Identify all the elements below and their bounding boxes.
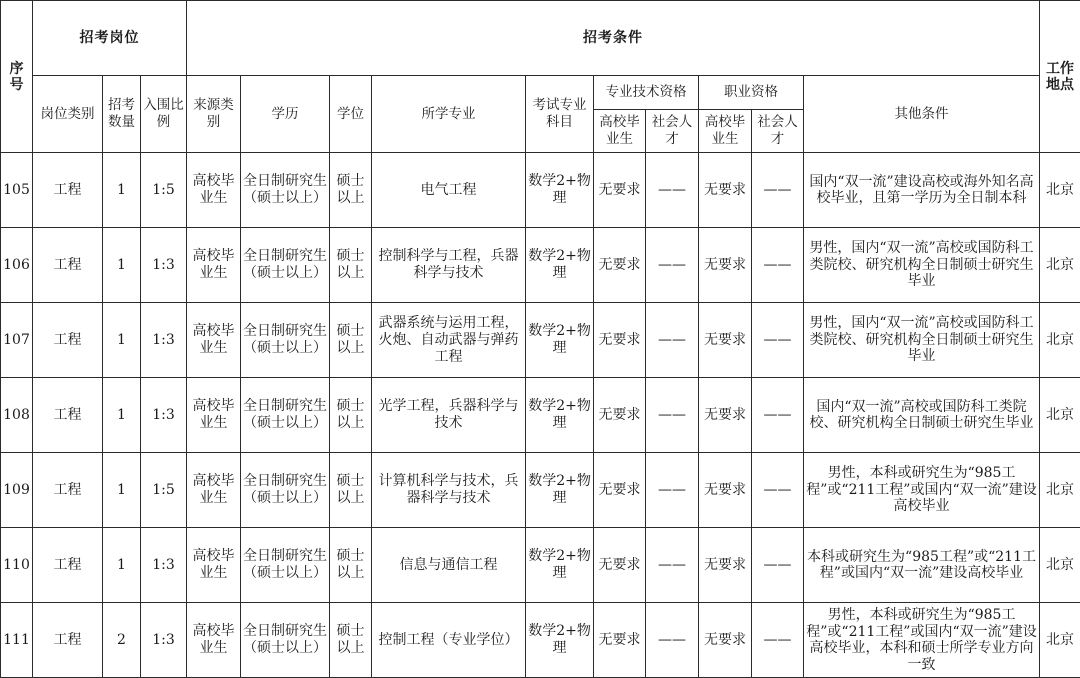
cell-source: 高校毕业生 — [187, 303, 241, 378]
cell-seq: 109 — [1, 453, 33, 528]
cell-major: 控制科学与工程，兵器科学与技术 — [372, 228, 526, 303]
header-exam-subject: 考试专业科目 — [526, 76, 594, 153]
cell-location: 北京 — [1040, 378, 1080, 453]
cell-degree: 硕士以上 — [330, 603, 372, 678]
cell-ratio: 1:5 — [141, 153, 187, 228]
cell-degree: 硕士以上 — [330, 378, 372, 453]
cell-tech-social: —— — [646, 378, 699, 453]
cell-other: 男性，国内“双一流”高校或国防科工类院校、研究机构全日制硕士研究生毕业 — [804, 228, 1040, 303]
cell-education: 全日制研究生（硕士以上） — [241, 303, 330, 378]
cell-subject: 数学2+物理 — [526, 378, 594, 453]
cell-education: 全日制研究生（硕士以上） — [241, 228, 330, 303]
cell-vocational-social: —— — [752, 603, 804, 678]
cell-major: 信息与通信工程 — [372, 528, 526, 603]
header-post-type: 岗位类别 — [33, 76, 103, 153]
cell-type: 工程 — [33, 228, 103, 303]
header-tech-graduate: 高校毕业生 — [594, 110, 646, 153]
cell-tech-graduate: 无要求 — [594, 378, 646, 453]
header-education: 学历 — [241, 76, 330, 153]
cell-count: 1 — [103, 528, 141, 603]
cell-tech-graduate: 无要求 — [594, 228, 646, 303]
cell-seq: 106 — [1, 228, 33, 303]
cell-tech-graduate: 无要求 — [594, 453, 646, 528]
cell-vocational-social: —— — [752, 153, 804, 228]
cell-ratio: 1:3 — [141, 528, 187, 603]
cell-vocational-graduate: 无要求 — [699, 303, 752, 378]
cell-ratio: 1:3 — [141, 303, 187, 378]
header-ratio: 入围比例 — [141, 76, 187, 153]
header-conditions-group: 招考条件 — [187, 1, 1040, 76]
cell-count: 1 — [103, 453, 141, 528]
cell-other: 男性，国内“双一流”高校或国防科工类院校、研究机构全日制硕士研究生毕业 — [804, 303, 1040, 378]
cell-other: 男性，本科或研究生为“985工程”或“211工程”或国内“双一流”建设高校毕业 — [804, 453, 1040, 528]
cell-subject: 数学2+物理 — [526, 603, 594, 678]
cell-type: 工程 — [33, 303, 103, 378]
cell-count: 1 — [103, 228, 141, 303]
cell-subject: 数学2+物理 — [526, 153, 594, 228]
cell-source: 高校毕业生 — [187, 378, 241, 453]
cell-tech-graduate: 无要求 — [594, 303, 646, 378]
cell-subject: 数学2+物理 — [526, 303, 594, 378]
cell-vocational-graduate: 无要求 — [699, 603, 752, 678]
header-source: 来源类别 — [187, 76, 241, 153]
cell-location: 北京 — [1040, 453, 1080, 528]
table-row — [1, 303, 1080, 378]
cell-location: 北京 — [1040, 303, 1080, 378]
table-row — [1, 153, 1080, 228]
cell-vocational-graduate: 无要求 — [699, 228, 752, 303]
cell-seq: 111 — [1, 603, 33, 678]
cell-major: 控制工程（专业学位） — [372, 603, 526, 678]
header-tech-qualification: 专业技术资格 — [594, 76, 699, 110]
cell-tech-social: —— — [646, 303, 699, 378]
cell-source: 高校毕业生 — [187, 153, 241, 228]
header-degree: 学位 — [330, 76, 372, 153]
header-vocational-qualification: 职业资格 — [699, 76, 804, 110]
cell-other: 国内“双一流”高校或国防科工类院校、研究机构全日制硕士研究生毕业 — [804, 378, 1040, 453]
cell-location: 北京 — [1040, 228, 1080, 303]
cell-type: 工程 — [33, 378, 103, 453]
cell-degree: 硕士以上 — [330, 453, 372, 528]
cell-education: 全日制研究生（硕士以上） — [241, 378, 330, 453]
table-row — [1, 228, 1080, 303]
cell-degree: 硕士以上 — [330, 528, 372, 603]
cell-vocational-graduate: 无要求 — [699, 453, 752, 528]
header-vocational-social: 社会人才 — [752, 110, 804, 153]
cell-location: 北京 — [1040, 603, 1080, 678]
cell-major: 光学工程，兵器科学与技术 — [372, 378, 526, 453]
cell-subject: 数学2+物理 — [526, 453, 594, 528]
cell-type: 工程 — [33, 453, 103, 528]
cell-type: 工程 — [33, 603, 103, 678]
table-row — [1, 378, 1080, 453]
header-position-group: 招考岗位 — [33, 1, 187, 76]
cell-major: 计算机科学与技术，兵器科学与技术 — [372, 453, 526, 528]
cell-degree: 硕士以上 — [330, 303, 372, 378]
cell-seq: 105 — [1, 153, 33, 228]
cell-vocational-social: —— — [752, 528, 804, 603]
cell-tech-social: —— — [646, 228, 699, 303]
header-location: 工作地点 — [1040, 1, 1080, 153]
cell-tech-social: —— — [646, 153, 699, 228]
cell-seq: 108 — [1, 378, 33, 453]
cell-count: 1 — [103, 378, 141, 453]
cell-source: 高校毕业生 — [187, 603, 241, 678]
cell-subject: 数学2+物理 — [526, 528, 594, 603]
cell-other: 男性，本科或研究生为“985工程”或“211工程”或国内“双一流”建设高校毕业，本科和硕士所学专业方向一致 — [804, 603, 1040, 678]
cell-major: 电气工程 — [372, 153, 526, 228]
cell-count: 1 — [103, 153, 141, 228]
cell-tech-social: —— — [646, 453, 699, 528]
cell-education: 全日制研究生（硕士以上） — [241, 453, 330, 528]
cell-vocational-graduate: 无要求 — [699, 528, 752, 603]
cell-ratio: 1:3 — [141, 603, 187, 678]
cell-tech-graduate: 无要求 — [594, 153, 646, 228]
cell-seq: 107 — [1, 303, 33, 378]
cell-location: 北京 — [1040, 528, 1080, 603]
cell-count: 1 — [103, 303, 141, 378]
table-row — [1, 528, 1080, 603]
cell-tech-social: —— — [646, 603, 699, 678]
cell-vocational-graduate: 无要求 — [699, 378, 752, 453]
cell-degree: 硕士以上 — [330, 153, 372, 228]
header-major: 所学专业 — [372, 76, 526, 153]
cell-source: 高校毕业生 — [187, 453, 241, 528]
cell-other: 本科或研究生为“985工程”或“211工程”或国内“双一流”建设高校毕业 — [804, 528, 1040, 603]
cell-source: 高校毕业生 — [187, 228, 241, 303]
cell-tech-graduate: 无要求 — [594, 603, 646, 678]
cell-source: 高校毕业生 — [187, 528, 241, 603]
header-other-conditions: 其他条件 — [804, 76, 1040, 153]
table-row — [1, 603, 1080, 678]
cell-vocational-social: —— — [752, 378, 804, 453]
header-seq: 序号 — [1, 1, 33, 153]
cell-other: 国内“双一流”建设高校或海外知名高校毕业，且第一学历为全日制本科 — [804, 153, 1040, 228]
cell-ratio: 1:3 — [141, 378, 187, 453]
cell-tech-social: —— — [646, 528, 699, 603]
cell-education: 全日制研究生（硕士以上） — [241, 603, 330, 678]
cell-vocational-graduate: 无要求 — [699, 153, 752, 228]
header-quantity: 招考数量 — [103, 76, 141, 153]
cell-count: 2 — [103, 603, 141, 678]
cell-ratio: 1:3 — [141, 228, 187, 303]
cell-location: 北京 — [1040, 153, 1080, 228]
cell-vocational-social: —— — [752, 228, 804, 303]
header-vocational-graduate: 高校毕业生 — [699, 110, 752, 153]
cell-seq: 110 — [1, 528, 33, 603]
table-row — [1, 453, 1080, 528]
header-tech-social: 社会人才 — [646, 110, 699, 153]
cell-type: 工程 — [33, 528, 103, 603]
cell-education: 全日制研究生（硕士以上） — [241, 528, 330, 603]
cell-subject: 数学2+物理 — [526, 228, 594, 303]
cell-education: 全日制研究生（硕士以上） — [241, 153, 330, 228]
cell-vocational-social: —— — [752, 453, 804, 528]
cell-type: 工程 — [33, 153, 103, 228]
cell-major: 武器系统与运用工程，火炮、自动武器与弹药工程 — [372, 303, 526, 378]
cell-tech-graduate: 无要求 — [594, 528, 646, 603]
cell-vocational-social: —— — [752, 303, 804, 378]
cell-ratio: 1:5 — [141, 453, 187, 528]
cell-degree: 硕士以上 — [330, 228, 372, 303]
